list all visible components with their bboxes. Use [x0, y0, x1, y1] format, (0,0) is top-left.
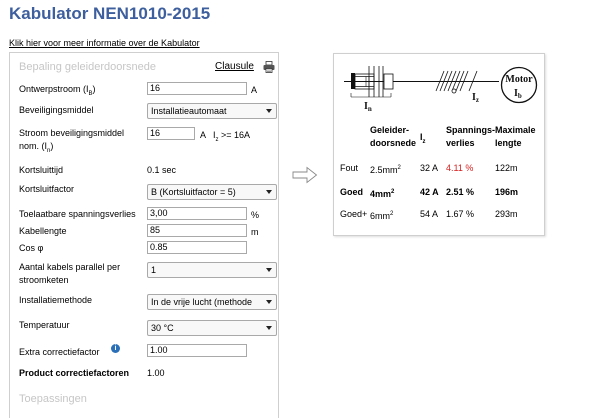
row-status: Goed [340, 187, 364, 197]
ontwerpstroom-input[interactable]: 16 [147, 82, 247, 95]
header-lengte-l1: Maximale [495, 125, 536, 135]
header-verlies-l1: Spannings- [446, 125, 495, 135]
row-status: Goed+ [340, 209, 368, 219]
spanningsverlies-unit: % [251, 210, 260, 220]
row-verlies: 1.67 % [446, 209, 475, 219]
row-status: Fout [340, 163, 359, 173]
kortsluittijd-label: Kortsluittijd [19, 165, 64, 175]
beveiligingsmiddel-select[interactable]: Installatieautomaat [147, 103, 277, 119]
row-iz: 54 A [420, 209, 439, 219]
clausule-link[interactable]: Clausule [215, 61, 254, 72]
row-size: $6mm^2$ [370, 211, 394, 221]
row-lengte: 122m [495, 163, 518, 173]
chevron-down-icon [266, 300, 272, 304]
motor-label: Motor [505, 74, 533, 85]
chevron-down-icon [266, 326, 272, 330]
cosphi-label: Cos φ [19, 243, 44, 253]
chevron-down-icon [266, 268, 272, 272]
product-correctie-value: 1.00 [147, 368, 165, 378]
iz-label: $I_z$ [472, 92, 480, 104]
row-lengte: 293m [495, 209, 518, 219]
printer-icon[interactable] [263, 61, 275, 73]
row-size: $2.5mm^2$ [370, 165, 401, 175]
beveiligingsmiddel-label: Beveiligingsmiddel [19, 105, 94, 115]
page-title: Kabulator NEN1010-2015 [9, 4, 211, 23]
kortsluitfactor-select[interactable]: B (Kortsluitfactor = 5) [147, 184, 277, 200]
iz-note: $I_z >= 16A$ [213, 130, 251, 143]
kabellengte-label: Kabellengte [19, 226, 67, 236]
extra-correctie-label: Extra correctiefactor [19, 347, 100, 357]
in-label: $I_n$ [364, 101, 372, 113]
kortsluittijd-value: 0.1 sec [147, 165, 177, 175]
kabellengte-input[interactable]: 85 [147, 224, 247, 237]
temperatuur-select[interactable]: 30 °C [147, 320, 277, 336]
toepassingen-heading: Toepassingen [19, 393, 87, 405]
header-verlies-l2: verlies [446, 138, 475, 148]
kabellengte-unit: m [251, 227, 259, 237]
aantal-label-line1: Aantal kabels parallel per [19, 262, 121, 272]
panel-heading: Bepaling geleiderdoorsnede [19, 61, 156, 73]
chevron-down-icon [266, 190, 272, 194]
row-lengte: 196m [495, 187, 519, 197]
header-doorsnede-l1: Geleider- [370, 125, 410, 135]
spanningsverlies-label: Toelaatbare spanningsverlies [19, 209, 136, 219]
extra-correctie-input[interactable]: 1.00 [147, 344, 247, 357]
aantal-label-line2: stroomketen [19, 275, 69, 285]
calculator-panel [9, 52, 279, 418]
info-link[interactable]: Klik hier voor meer informatie over de Kabulator [9, 38, 200, 48]
info-icon[interactable]: i [111, 344, 120, 353]
stroom-unit: A [200, 130, 207, 140]
cosphi-input[interactable]: 0.85 [147, 241, 247, 254]
kortsluitfactor-label: Kortsluitfactor [19, 184, 75, 194]
stroom-label-line2: nom. $(I_n)$ [19, 141, 54, 154]
row-verlies: 4.11 % [446, 163, 474, 173]
circuit-diagram [344, 60, 539, 116]
installatiemethode-select[interactable]: In de vrije lucht (methode [147, 294, 277, 310]
row-verlies: 2.51 % [446, 187, 475, 197]
product-correctie-label: Product correctiefactoren [19, 368, 130, 378]
ontwerpstroom-label: Ontwerpstroom $(I_B)$ [19, 84, 96, 97]
header-doorsnede-l2: doorsnede [370, 138, 417, 148]
ib-label: $I_b$ [514, 88, 522, 100]
header-iz: $I_z$ [420, 132, 426, 145]
ontwerpstroom-unit: A [251, 85, 258, 95]
temperatuur-label: Temperatuur [19, 320, 70, 330]
chevron-down-icon [266, 109, 272, 113]
result-panel [333, 53, 545, 236]
installatiemethode-label: Installatiemethode [19, 295, 93, 305]
row-iz: 32 A [420, 163, 439, 173]
row-size: $4mm^2$ [370, 189, 395, 199]
spanningsverlies-input[interactable]: 3,00 [147, 207, 247, 220]
aantal-select[interactable]: 1 [147, 262, 277, 278]
row-iz: 42 A [420, 187, 439, 197]
stroom-input[interactable]: 16 [147, 127, 195, 140]
arrow-right-icon [292, 166, 318, 184]
header-lengte-l2: lengte [495, 138, 522, 148]
stroom-label-line1: Stroom beveiligingsmiddel [19, 128, 125, 138]
